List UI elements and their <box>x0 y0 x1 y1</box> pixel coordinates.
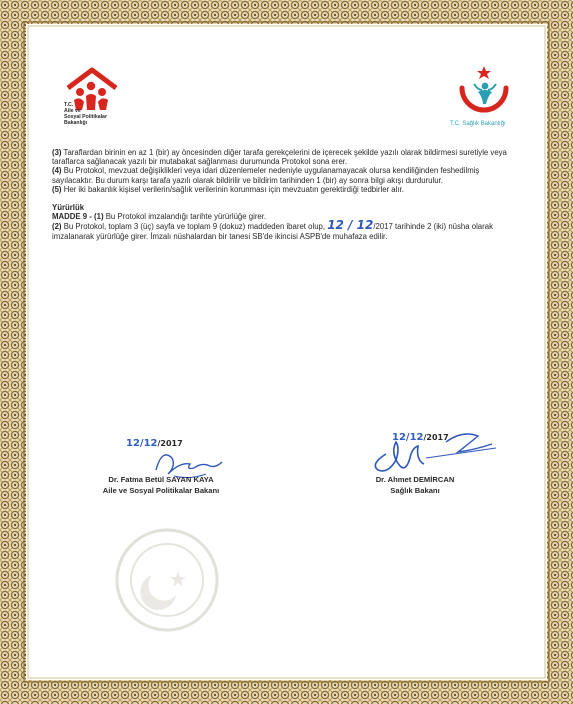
article-text: /2017 tarihinde 2 (iki) nüsha olarak imzalanarak yürürlüğe girer. İmzalı nüshalardan bir tanesi SB'de ikincisi ASPB'de muhafaza edilir. <box>52 222 493 241</box>
paragraph-3 <box>52 148 522 166</box>
signatory-name: Dr. Fatma Betül SAYAN KAYA <box>108 475 214 484</box>
left-logo-line: Sosyal Politikalar <box>64 114 107 120</box>
handwritten-date: 12/12 <box>126 438 158 449</box>
right-signature-scribble <box>366 424 506 480</box>
article-9-2 <box>52 218 522 241</box>
article-label: MADDE 9 - (1) <box>52 212 104 222</box>
signatory-title: Aile ve Sosyal Politikalar Bakanı <box>102 486 220 495</box>
left-logo-caption <box>64 102 107 126</box>
paragraph-4 <box>52 166 522 184</box>
paragraph-text: Bu Protokol, mevzuat değişiklikleri veya idari düzenlemeler nedeniyle uygulanamayacak olursa kendiliğinden feshedilmiş sayılacaktır. Bu durum karşı tarafa yazılı olarak bildirilir ve bildirim tarihinden 1 (bir) ay sonra bilgi akışı durdurulur. <box>52 166 480 185</box>
right-signatory <box>330 474 500 496</box>
article-text: Bu Protokol imzalandığı tarihte yürürlüğe girer. <box>103 212 267 222</box>
protocol-body <box>52 148 522 241</box>
paragraph-number: (3) <box>52 148 62 157</box>
embossed-seal <box>112 525 222 635</box>
paragraph-number: (5) <box>52 184 62 194</box>
section-heading: Yürürlük <box>52 203 85 213</box>
signatory-name: Dr. Ahmet DEMİRCAN <box>375 475 455 484</box>
right-logo-caption: T.C. Sağlık Bakanlığı <box>450 121 506 127</box>
paragraph-5 <box>52 185 522 194</box>
paragraph-text: Taraflardan birinin en az 1 (bir) ay öncesinden diğer tarafa gerekçelerini de içerecek şekilde yazılı olarak bildirmesi suretiyle veya taraflarca sağlanacak yazılı bir mutabakat sağlanması durumunda Protokol sona erer. <box>52 148 507 167</box>
handwritten-date: 12/12 <box>392 432 424 443</box>
signatory-title: Sağlık Bakanı <box>390 486 440 495</box>
left-logo-line: T.C. <box>64 102 74 108</box>
left-signatory <box>66 474 256 496</box>
article-9-1 <box>52 212 522 221</box>
paragraph-number: (4) <box>52 166 62 176</box>
date-suffix: /2017 <box>423 433 449 442</box>
paragraph-text: Her iki bakanlık kişisel verilerin/sağlık verilerinin korunması için mevzuatın gerektirdiği tedbirler alır. <box>61 184 404 194</box>
article-text: Bu Protokol, toplam 3 (üç) sayfa ve toplam 9 (dokuz) maddeden ibaret olup, <box>61 222 328 232</box>
left-logo-line: Aile ve <box>64 108 81 114</box>
saglik-bakanligi-logo <box>448 62 520 122</box>
left-logo-line: Bakanlığı <box>64 120 88 126</box>
handwritten-date: 12 / 12 <box>327 218 374 233</box>
paragraph-number: (2) <box>52 222 62 232</box>
date-suffix: /2017 <box>157 439 183 448</box>
